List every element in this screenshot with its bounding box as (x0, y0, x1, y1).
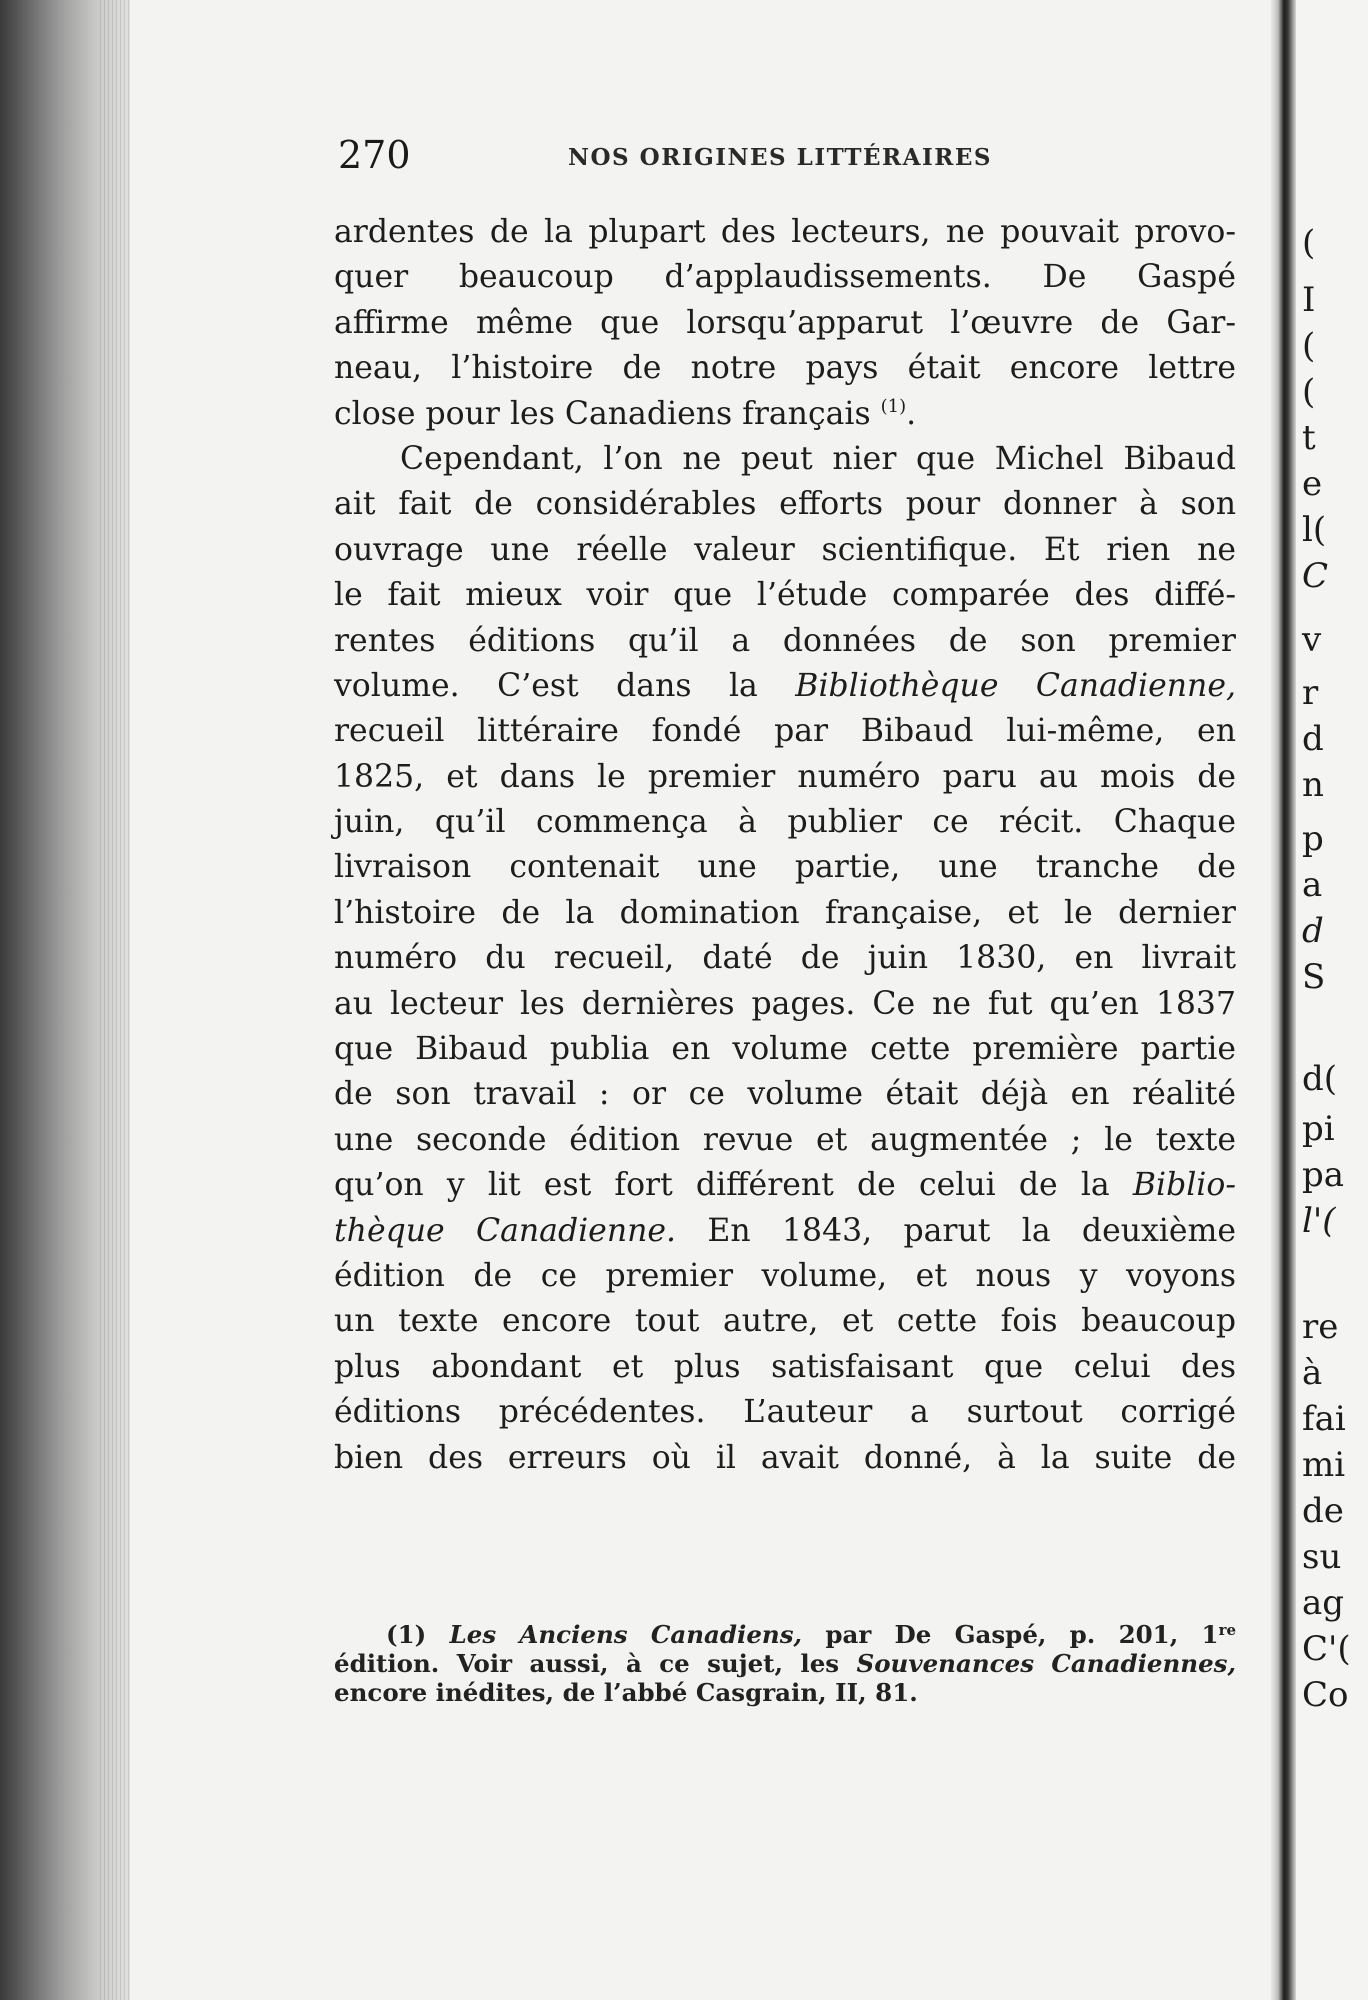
facing-fragment: l'( (1302, 1201, 1336, 1241)
text-line: neau, l’histoire de notre pays était encore lettre (334, 350, 1236, 387)
running-head (338, 130, 1050, 180)
text-line: juin, qu’il commença à publier ce récit. Chaque (334, 804, 1236, 841)
book-gutter (1270, 0, 1296, 2000)
facing-fragment: p (1302, 819, 1324, 859)
text-line: une seconde édition revue et augmentée ; le texte (334, 1121, 1236, 1158)
text-fragment: par De Gaspé, p. 201, 1 (825, 1620, 1219, 1649)
text-line (334, 1163, 1236, 1208)
text-line: affirme même que lorsqu’apparut l’œuvre de Gar- (334, 304, 1236, 341)
facing-fragment: d( (1302, 1059, 1338, 1099)
facing-page (1296, 0, 1368, 2000)
facing-fragment: Co (1302, 1675, 1349, 1715)
facing-fragment: C (1302, 556, 1329, 596)
facing-fragment: pa (1302, 1155, 1345, 1195)
facing-fragment: re (1302, 1307, 1339, 1347)
italic-title: Bibliothèque Canadienne, (795, 667, 1236, 704)
text-line: édition de ce premier volume, et nous y voyons (334, 1257, 1236, 1294)
facing-fragment: n (1302, 765, 1324, 805)
facing-fragment: ( (1302, 326, 1316, 366)
text-fragment: . (906, 395, 917, 432)
text-line: numéro du recueil, daté de juin 1830, en livrait (334, 940, 1236, 977)
text-line: ouvrage une réelle valeur scientifique. Et rien ne (334, 531, 1236, 568)
text-line: Cependant, l’on ne peut nier que Michel Bibaud (400, 440, 1236, 477)
facing-fragment: l( (1302, 510, 1327, 550)
facing-fragment: I (1302, 280, 1316, 320)
facing-fragment: C'( (1302, 1629, 1351, 1669)
footnote (334, 1620, 1236, 1707)
facing-fragment: de (1302, 1491, 1344, 1531)
text-line: quer beaucoup d’applaudissements. De Gaspé (334, 259, 1236, 296)
facing-fragment: pi (1302, 1109, 1335, 1149)
facing-fragment: d (1302, 911, 1324, 951)
text-fragment: qu’on y lit est fort différent de celui de la (334, 1167, 1110, 1204)
text-line: ait fait de considérables efforts pour donner à son (334, 486, 1236, 523)
text-line: au lecteur les dernières pages. Ce ne fut qu’en 1837 (334, 985, 1236, 1022)
text-line: ardentes de la plupart des lecteurs, ne pouvait provo- (334, 214, 1236, 250)
text-fragment: édition. Voir aussi, à ce sujet, les (334, 1649, 840, 1678)
body-text (334, 210, 1236, 1481)
facing-fragment: r (1302, 673, 1319, 713)
facing-fragment: e (1302, 464, 1323, 504)
text-line: rentes éditions qu’il a données de son premier (334, 622, 1236, 659)
facing-fragment: ( (1302, 372, 1316, 412)
italic-title: Les Anciens Canadiens, (449, 1620, 803, 1649)
text-line: plus abondant et plus satisfaisant que celui des (334, 1348, 1236, 1385)
text-line: un texte encore tout autre, et cette fois beaucoup (334, 1303, 1236, 1340)
running-title: NOS ORIGINES LITTÉRAIRES (568, 144, 993, 171)
italic-title: Biblio- (1132, 1167, 1236, 1204)
footnote-reference: (1) (880, 395, 907, 417)
facing-fragment: mi (1302, 1445, 1346, 1485)
text-line: bien des erreurs où il avait donné, à la suite de (334, 1439, 1236, 1476)
facing-fragment: t (1302, 418, 1316, 458)
text-line: le fait mieux voir que l’étude comparée des diffé- (334, 577, 1236, 614)
facing-fragment: d (1302, 719, 1324, 759)
page-number: 270 (338, 133, 411, 177)
text-fragment: En 1843, parut la deuxième (707, 1212, 1236, 1249)
facing-fragment: su (1302, 1537, 1342, 1577)
facing-fragment: fai (1302, 1399, 1346, 1439)
facing-fragment: ( (1302, 223, 1316, 263)
text-line: recueil littéraire fondé par Bibaud lui-même, en (334, 713, 1236, 750)
footnote-marker: (1) (386, 1620, 427, 1649)
text-line: l’histoire de la domination française, et le dernier (334, 894, 1236, 931)
facing-fragment: ag (1302, 1583, 1345, 1623)
footnote-line: encore inédites, de l’abbé Casgrain, II, 81. (334, 1678, 918, 1707)
facing-fragment: a (1302, 865, 1323, 905)
footnote-line (334, 1620, 1236, 1649)
text-line (334, 664, 1236, 709)
facing-fragment: à (1302, 1353, 1323, 1393)
text-line: livraison contenait une partie, une tranche de (334, 849, 1236, 886)
text-line (334, 1209, 1236, 1254)
text-fragment: volume. C’est dans la (334, 667, 758, 704)
text-line (334, 392, 1236, 437)
text-fragment: close pour les Canadiens français (334, 395, 871, 432)
facing-fragment: S (1302, 957, 1326, 997)
italic-title: Souvenances Canadiennes, (856, 1649, 1237, 1678)
footnote-line (334, 1649, 1236, 1678)
ordinal-suffix: re (1218, 1621, 1237, 1639)
text-line: que Bibaud publia en volume cette première partie (334, 1031, 1236, 1068)
text-line: de son travail : or ce volume était déjà en réalité (334, 1076, 1236, 1113)
text-line: éditions précédentes. L’auteur a surtout corrigé (334, 1394, 1236, 1431)
italic-title: thèque Canadienne. (334, 1212, 677, 1249)
text-line: 1825, et dans le premier numéro paru au mois de (334, 758, 1236, 795)
facing-fragment: v (1302, 620, 1322, 660)
